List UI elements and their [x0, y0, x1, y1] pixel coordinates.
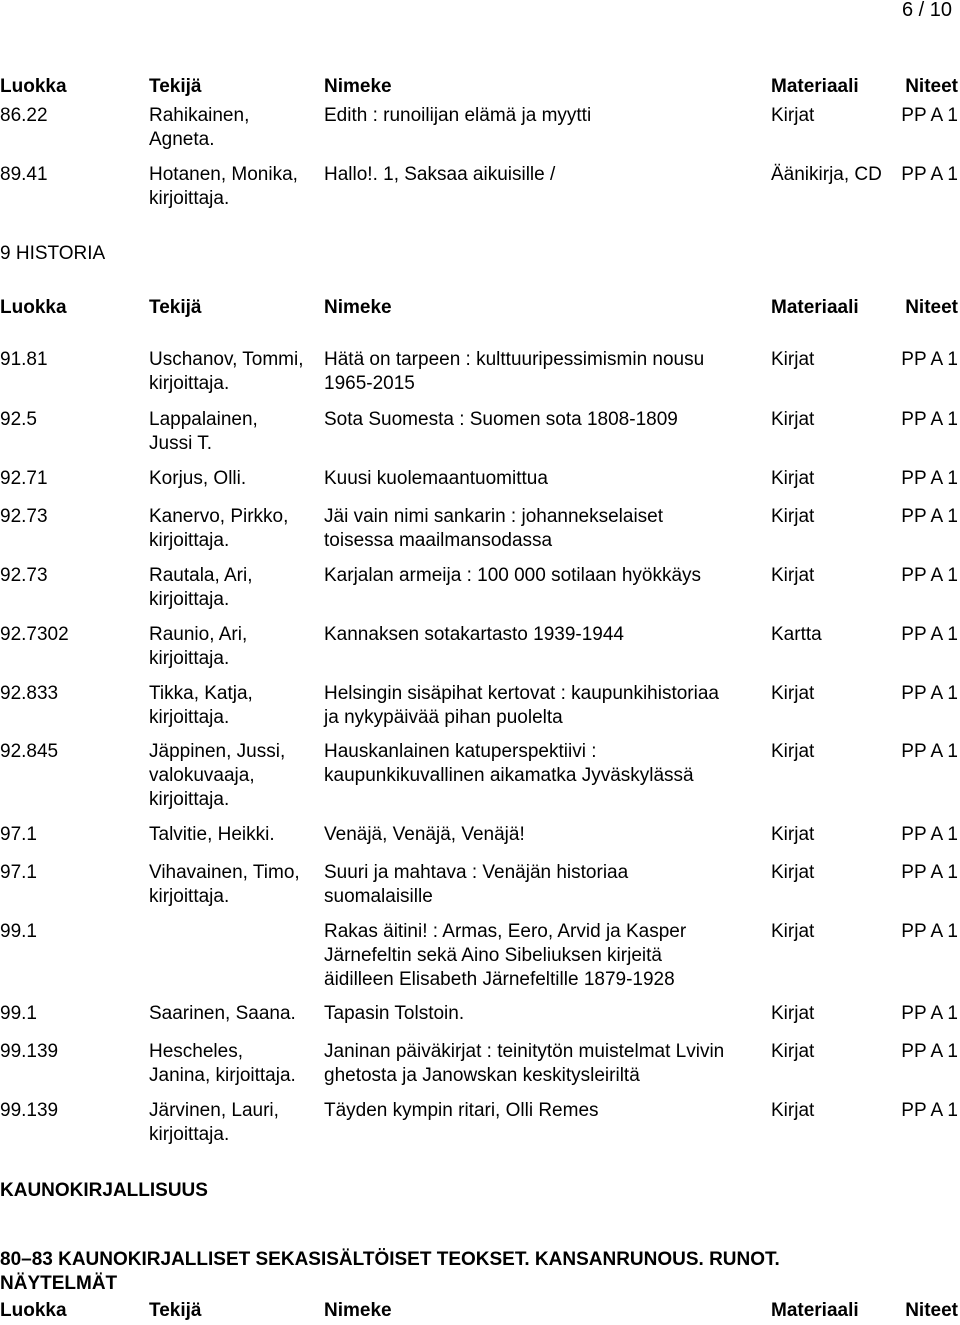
cell-niteet: PP A 1 — [901, 506, 958, 527]
cell-tekija — [149, 408, 321, 456]
cell-nimeke — [324, 564, 764, 588]
cell-tekija-line: valokuvaaja, — [149, 765, 255, 786]
cell-materiaali: Kirjat — [771, 349, 815, 370]
section-heading-historia: 9 HISTORIA — [0, 243, 106, 264]
cell-luokka: 99.1 — [0, 921, 37, 942]
cell-luokka: 99.139 — [0, 1100, 59, 1121]
cell-luokka: 92.845 — [0, 741, 59, 762]
cell-nimeke — [324, 408, 764, 432]
cell-nimeke-line: suomalaisille — [324, 886, 433, 907]
cell-niteet: PP A 1 — [901, 1003, 958, 1024]
cell-tekija-line: Tikka, Katja, — [149, 683, 253, 704]
cell-niteet: PP A 1 — [901, 921, 958, 942]
cell-materiaali: Kirjat — [771, 105, 815, 126]
cell-luokka: 92.5 — [0, 409, 37, 430]
cell-tekija — [149, 104, 321, 152]
cell-nimeke — [324, 104, 764, 128]
cell-luokka: 97.1 — [0, 862, 37, 883]
cell-materiaali: Kirjat — [771, 409, 815, 430]
cell-niteet: PP A 1 — [901, 409, 958, 430]
cell-materiaali: Kartta — [771, 624, 822, 645]
cell-tekija — [149, 1099, 321, 1147]
cell-nimeke-line: Jäi vain nimi sankarin : johannekselaiset — [324, 506, 664, 527]
cell-niteet: PP A 1 — [901, 1100, 958, 1121]
cell-nimeke — [324, 348, 764, 396]
cell-nimeke-line: Järnefeltin sekä Aino Sibeliuksen kirjeitä — [324, 945, 662, 966]
cell-luokka: 97.1 — [0, 824, 37, 845]
cell-niteet: PP A 1 — [901, 683, 958, 704]
cell-nimeke — [324, 1099, 764, 1123]
header-niteet: Niteet — [905, 1300, 958, 1321]
header-tekija: Tekijä — [149, 1300, 202, 1321]
section-heading-kaunokirjallisuus: KAUNOKIRJALLISUUS — [0, 1180, 208, 1201]
table-header — [0, 75, 960, 99]
cell-nimeke — [324, 623, 764, 647]
cell-tekija-line: kirjoittaja. — [149, 789, 230, 810]
cell-tekija-line: kirjoittaja. — [149, 648, 230, 669]
cell-tekija — [149, 467, 321, 491]
cell-nimeke-line: Karjalan armeija : 100 000 sotilaan hyökkäys — [324, 565, 702, 586]
cell-luokka: 91.81 — [0, 349, 48, 370]
cell-tekija-line: Rahikainen, — [149, 105, 250, 126]
cell-nimeke-line: Hallo!. 1, Saksaa aikuisille / — [324, 164, 556, 185]
cell-tekija — [149, 348, 321, 396]
cell-tekija — [149, 505, 321, 553]
cell-niteet: PP A 1 — [901, 468, 958, 489]
cell-materiaali: Kirjat — [771, 921, 815, 942]
cell-nimeke-line: Kuusi kuolemaantuomittua — [324, 468, 548, 489]
header-materiaali: Materiaali — [771, 297, 859, 318]
cell-niteet: PP A 1 — [901, 349, 958, 370]
section-heading-line: 80–83 KAUNOKIRJALLISET SEKASISÄLTÖISET TEOKSET. KANSANRUNOUS. RUNOT. — [0, 1249, 780, 1270]
cell-niteet: PP A 1 — [901, 862, 958, 883]
cell-nimeke — [324, 861, 764, 909]
cell-materiaali: Kirjat — [771, 741, 815, 762]
cell-niteet: PP A 1 — [901, 741, 958, 762]
cell-nimeke-line: äidilleen Elisabeth Järnefeltille 1879-1928 — [324, 969, 675, 990]
header-niteet: Niteet — [905, 297, 958, 318]
header-luokka: Luokka — [0, 297, 67, 318]
cell-nimeke — [324, 823, 764, 847]
cell-nimeke-line: Venäjä, Venäjä, Venäjä! — [324, 824, 525, 845]
cell-nimeke-line: Helsingin sisäpihat kertovat : kaupunkihistoriaa — [324, 683, 719, 704]
cell-tekija — [149, 1002, 321, 1026]
cell-nimeke — [324, 740, 764, 788]
cell-nimeke-line: Hauskanlainen katuperspektiivi : — [324, 741, 597, 762]
cell-tekija-line: Lappalainen, — [149, 409, 258, 430]
cell-materiaali: Kirjat — [771, 468, 815, 489]
cell-tekija — [149, 163, 321, 211]
cell-nimeke-line: ja nykypäivää pihan puolelta — [324, 707, 563, 728]
cell-nimeke — [324, 682, 764, 730]
cell-tekija-line: Jäppinen, Jussi, — [149, 741, 286, 762]
cell-nimeke-line: ghetosta ja Janowskan keskitysleiriltä — [324, 1065, 640, 1086]
cell-luokka: 89.41 — [0, 164, 48, 185]
cell-materiaali: Kirjat — [771, 1041, 815, 1062]
cell-nimeke-line: Edith : runoilijan elämä ja myytti — [324, 105, 592, 126]
cell-nimeke-line: Rakas äitini! : Armas, Eero, Arvid ja Kasper — [324, 921, 687, 942]
cell-niteet: PP A 1 — [901, 105, 958, 126]
cell-materiaali: Kirjat — [771, 565, 815, 586]
cell-nimeke-line: Janinan päiväkirjat : teinitytön muistelmat Lvivin — [324, 1041, 725, 1062]
header-niteet: Niteet — [905, 76, 958, 97]
section-heading-80-83 — [0, 1248, 780, 1296]
cell-nimeke — [324, 1002, 764, 1026]
cell-tekija — [149, 740, 321, 812]
cell-tekija-line: Jussi T. — [149, 433, 213, 454]
cell-materiaali: Kirjat — [771, 862, 815, 883]
cell-tekija — [149, 861, 321, 909]
header-tekija: Tekijä — [149, 76, 202, 97]
cell-tekija-line: Talvitie, Heikki. — [149, 824, 275, 845]
cell-nimeke — [324, 920, 764, 992]
cell-tekija — [149, 682, 321, 730]
cell-tekija-line: kirjoittaja. — [149, 886, 230, 907]
cell-niteet: PP A 1 — [901, 624, 958, 645]
cell-tekija-line: Uschanov, Tommi, — [149, 349, 304, 370]
cell-luokka: 92.73 — [0, 565, 48, 586]
cell-tekija-line: kirjoittaja. — [149, 530, 230, 551]
cell-materiaali: Äänikirja, CD — [771, 164, 882, 185]
cell-materiaali: Kirjat — [771, 506, 815, 527]
cell-luokka: 92.73 — [0, 506, 48, 527]
header-luokka: Luokka — [0, 1300, 67, 1321]
cell-luokka: 92.71 — [0, 468, 48, 489]
header-nimeke: Nimeke — [324, 76, 392, 97]
cell-tekija-line: Järvinen, Lauri, — [149, 1100, 279, 1121]
cell-tekija-line: Raunio, Ari, — [149, 624, 248, 645]
cell-nimeke-line: Suuri ja mahtava : Venäjän historiaa — [324, 862, 629, 883]
cell-nimeke-line: Täyden kympin ritari, Olli Remes — [324, 1100, 599, 1121]
cell-tekija-line: Hescheles, — [149, 1041, 243, 1062]
cell-materiaali: Kirjat — [771, 1003, 815, 1024]
cell-tekija-line: kirjoittaja. — [149, 373, 230, 394]
cell-tekija-line: Korjus, Olli. — [149, 468, 247, 489]
header-nimeke: Nimeke — [324, 297, 392, 318]
cell-luokka: 92.7302 — [0, 624, 69, 645]
cell-niteet: PP A 1 — [901, 164, 958, 185]
cell-nimeke — [324, 1040, 764, 1088]
cell-nimeke-line: Sota Suomesta : Suomen sota 1808-1809 — [324, 409, 678, 430]
cell-nimeke-line: toisessa maailmansodassa — [324, 530, 553, 551]
cell-nimeke — [324, 505, 764, 553]
cell-tekija-line: Rautala, Ari, — [149, 565, 253, 586]
cell-tekija-line: kirjoittaja. — [149, 589, 230, 610]
cell-tekija-line: Hotanen, Monika, — [149, 164, 298, 185]
header-luokka: Luokka — [0, 76, 67, 97]
cell-luokka: 99.139 — [0, 1041, 59, 1062]
cell-tekija-line: Janina, kirjoittaja. — [149, 1065, 296, 1086]
cell-tekija-line: kirjoittaja. — [149, 707, 230, 728]
cell-nimeke-line: 1965-2015 — [324, 373, 415, 394]
cell-luokka: 86.22 — [0, 105, 48, 126]
cell-luokka: 92.833 — [0, 683, 59, 704]
cell-nimeke-line: Kannaksen sotakartasto 1939-1944 — [324, 624, 624, 645]
cell-nimeke — [324, 467, 764, 491]
header-materiaali: Materiaali — [771, 1300, 859, 1321]
header-nimeke: Nimeke — [324, 1300, 392, 1321]
header-tekija: Tekijä — [149, 297, 202, 318]
cell-nimeke-line: Hätä on tarpeen : kulttuuripessimismin nousu — [324, 349, 705, 370]
cell-niteet: PP A 1 — [901, 1041, 958, 1062]
cell-materiaali: Kirjat — [771, 683, 815, 704]
cell-tekija — [149, 564, 321, 612]
cell-niteet: PP A 1 — [901, 565, 958, 586]
cell-materiaali: Kirjat — [771, 824, 815, 845]
cell-tekija-line: kirjoittaja. — [149, 1124, 230, 1145]
cell-nimeke-line: Tapasin Tolstoin. — [324, 1003, 465, 1024]
cell-tekija-line: Saarinen, Saana. — [149, 1003, 296, 1024]
cell-materiaali: Kirjat — [771, 1100, 815, 1121]
page-number: 6 / 10 — [901, 0, 952, 21]
cell-tekija-line: kirjoittaja. — [149, 188, 230, 209]
cell-tekija — [149, 823, 321, 847]
cell-nimeke — [324, 163, 764, 187]
cell-luokka: 99.1 — [0, 1003, 37, 1024]
section-heading-line: NÄYTELMÄT — [0, 1273, 118, 1294]
cell-tekija-line: Agneta. — [149, 129, 215, 150]
cell-niteet: PP A 1 — [901, 824, 958, 845]
cell-tekija-line: Vihavainen, Timo, — [149, 862, 300, 883]
cell-nimeke-line: kaupunkikuvallinen aikamatka Jyväskylässä — [324, 765, 694, 786]
cell-tekija — [149, 1040, 321, 1088]
table-header — [0, 296, 960, 320]
table-header — [0, 1299, 960, 1323]
cell-tekija-line: Kanervo, Pirkko, — [149, 506, 289, 527]
header-materiaali: Materiaali — [771, 76, 859, 97]
cell-tekija — [149, 623, 321, 671]
